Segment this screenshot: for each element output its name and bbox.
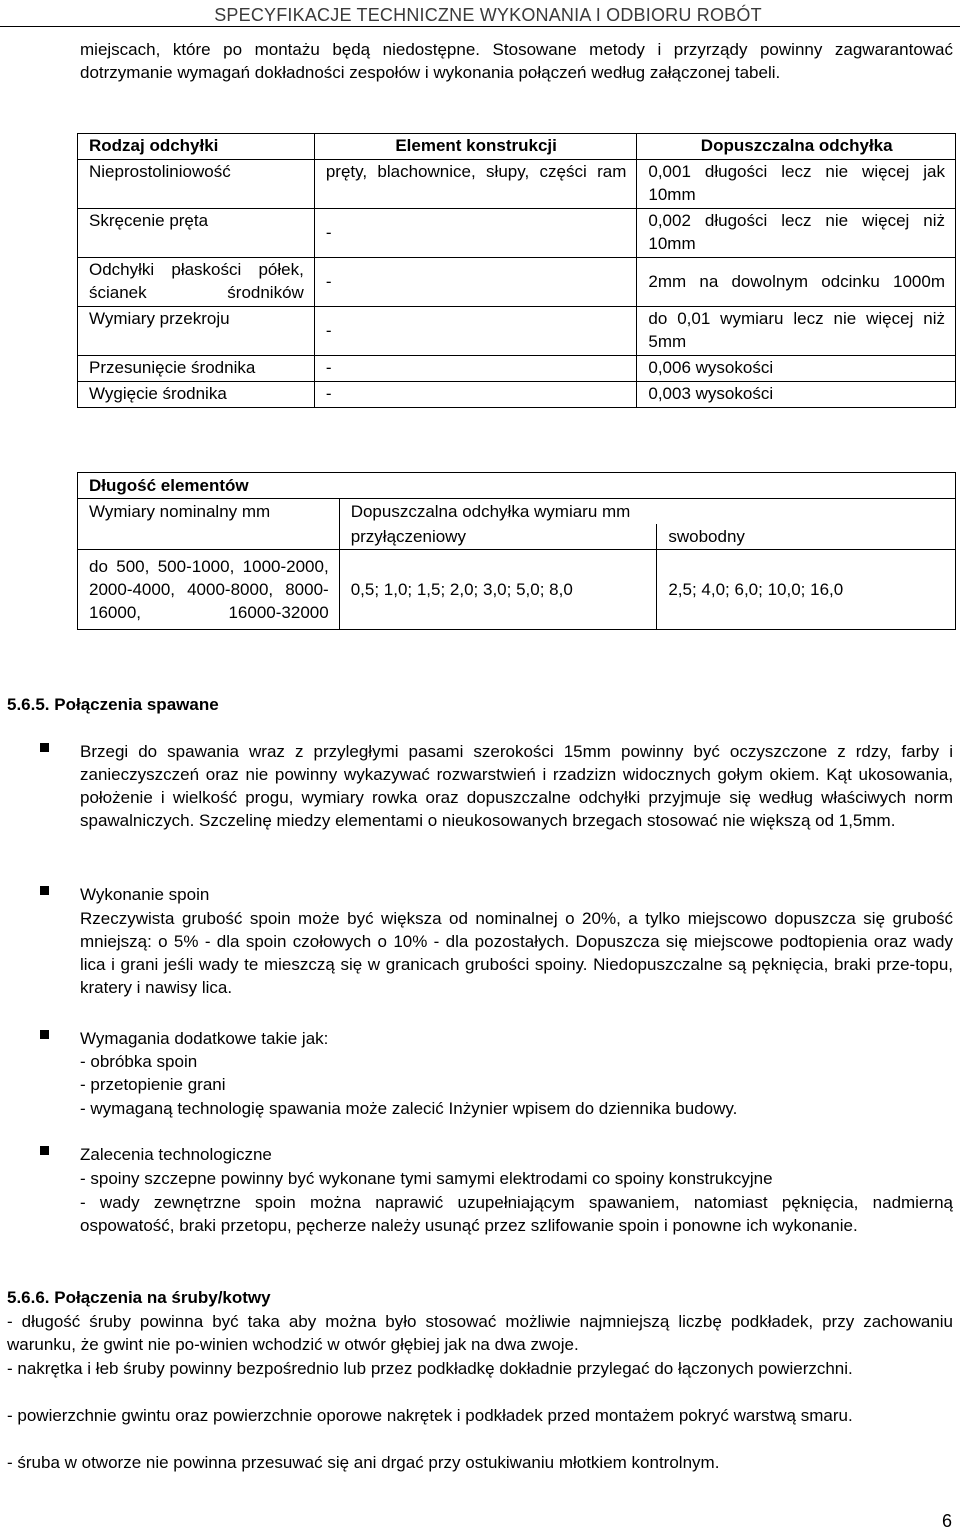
table-title: Długość elementów xyxy=(78,473,956,499)
list-item: - obróbka spoin xyxy=(80,1052,198,1071)
page-number: 6 xyxy=(941,1511,952,1531)
table-row xyxy=(78,209,956,258)
section-heading: 5.6.6. Połączenia na śruby/kotwy xyxy=(7,1288,271,1307)
table-cell: 0,002 długości lecz nie więcej niż 10mm xyxy=(637,209,956,258)
column-subheader: przyłączeniowy xyxy=(339,524,657,550)
table-header-row xyxy=(78,134,956,160)
table-cell: - xyxy=(314,307,637,356)
paragraph: Zalecenia technologiczne xyxy=(80,1145,272,1164)
table-cell: pręty, blachownice, słupy, części ram xyxy=(314,160,637,209)
paragraph: - powierzchnie gwintu oraz powierzchnie oporowe nakrętek i podkładek przed montażem pokryć warstwą smaru. xyxy=(7,1406,853,1425)
bullet-square xyxy=(40,743,49,752)
table-cell: 2,5; 4,0; 6,0; 10,0; 16,0 xyxy=(657,550,956,630)
table-header-row xyxy=(78,499,956,525)
table-row xyxy=(78,356,956,382)
list-item: - przetopienie grani xyxy=(80,1075,226,1094)
table-cell: do 500, 500-1000, 1000-2000, 2000-4000, 4000-8000, 8000-16000, 16000-32000 xyxy=(78,550,340,630)
table-cell: 2mm na dowolnym odcinku 1000m xyxy=(637,258,956,307)
table-cell: 0,006 wysokości xyxy=(637,356,956,382)
bullet-square xyxy=(40,886,49,895)
length-tolerance-table xyxy=(77,472,956,630)
table-cell: Odchyłki płaskości półek, ścianek środników xyxy=(78,258,315,307)
table-cell: Nieprostoliniowość xyxy=(78,160,315,209)
list-item: - wymaganą technologię spawania może zalecić Inżynier wpisem do dziennika budowy. xyxy=(80,1099,738,1118)
table-cell: Skręcenie pręta xyxy=(78,209,315,258)
table-cell: - xyxy=(314,382,637,408)
table-cell: 0,5; 1,0; 1,5; 2,0; 3,0; 5,0; 8,0 xyxy=(339,550,657,630)
table-row xyxy=(78,550,956,630)
table-row xyxy=(78,160,956,209)
table-cell: - xyxy=(314,356,637,382)
table-cell: do 0,01 wymiaru lecz nie więcej niż 5mm xyxy=(637,307,956,356)
intro-paragraph: miejscach, które po montażu będą niedostępne. Stosowane metody i przyrządy powinny zagwarantować dotrzymanie wymagań dokładności zespołów i wykonania połączeń według załączonej tabeli. xyxy=(80,40,953,82)
table-cell: 0,001 długości lecz nie więcej jak 10mm xyxy=(637,160,956,209)
page-header: SPECYFIKACJE TECHNICZNE WYKONANIA I ODBIORU ROBÓT xyxy=(214,5,762,25)
column-header: Element konstrukcji xyxy=(314,134,637,160)
deviations-table xyxy=(77,133,956,408)
paragraph: - śruba w otworze nie powinna przesuwać się ani drgać przy ostukiwaniu młotkiem kontrolnym. xyxy=(7,1453,720,1472)
header-rule xyxy=(0,26,960,27)
paragraph: Wymagania dodatkowe takie jak: xyxy=(80,1029,329,1048)
paragraph: Wykonanie spoin xyxy=(80,885,210,904)
table-cell: Wymiary przekroju xyxy=(78,307,315,356)
section-heading: 5.6.5. Połączenia spawane xyxy=(7,695,219,714)
column-header: Rodzaj odchyłki xyxy=(78,134,315,160)
table-cell: - xyxy=(314,209,637,258)
table-cell: 0,003 wysokości xyxy=(637,382,956,408)
table-cell: Przesunięcie środnika xyxy=(78,356,315,382)
table-row xyxy=(78,382,956,408)
table-row xyxy=(78,258,956,307)
table-row xyxy=(78,307,956,356)
column-header: Wymiary nominalny mm xyxy=(78,499,340,550)
list-item: - spoiny szczepne powinny być wykonane tymi samymi elektrodami co spoiny konstrukcyjne xyxy=(80,1169,773,1188)
paragraph: - długość śruby powinna być taka aby można było stosować możliwie najmniejszą liczbę podkładek, przy zachowaniu warunku, że gwint nie po-winien wchodzić w otwór głębiej jak na dwa zwoje. xyxy=(7,1312,953,1354)
table-title-row xyxy=(78,473,956,499)
bullet-square xyxy=(40,1030,49,1039)
table-cell: - xyxy=(314,258,637,307)
table-cell: Wygięcie środnika xyxy=(78,382,315,408)
paragraph: Rzeczywista grubość spoin może być większa od nominalnej o 20%, a tylko miejscowo dopuszcza się grubość mniejszą: o 5% - dla spoin czołowych o 10% - dla pozostałych. Dopuszcza się miejscowe podtopienia oraz wady lica i grani jeśli wady te mieszczą się w granicach grubości spoiny. Niedopuszczalne są pęknięcia, braki prze-topu, kratery i nawisy lica. xyxy=(80,909,953,997)
column-header: Dopuszczalna odchyłka wymiaru mm xyxy=(339,499,955,525)
column-subheader: swobodny xyxy=(657,524,956,550)
list-item: - wady zewnętrzne spoin można naprawić uzupełniającym spawaniem, natomiast pęknięcia, nadmierną ospowatość, braki przetopu, pęcherze należy usunąć przez szlifowanie spoin i ponowne ich wykonanie. xyxy=(80,1193,953,1235)
paragraph: - nakrętka i łeb śruby powinny bezpośrednio lub przez podkładkę dokładnie przylegać do łączonych powierzchni. xyxy=(7,1359,853,1378)
column-header: Dopuszczalna odchyłka xyxy=(637,134,956,160)
paragraph: Brzegi do spawania wraz z przyległymi pasami szerokości 15mm powinny być oczyszczone z rdzy, farby i zanieczyszczeń oraz nie powinny wykazywać rozwarstwień i rzadzizn widocznych gołym okiem. Kąt ukosowania, położenie i wielkość progu, wymiary rowka oraz dopuszczalne odchyłki przyjmuje się według właściwych norm spawalniczych. Szczelinę miedzy elementami o nieukosowanych brzegach stosować nie większą od 1,5mm. xyxy=(80,742,953,830)
bullet-square xyxy=(40,1146,49,1155)
